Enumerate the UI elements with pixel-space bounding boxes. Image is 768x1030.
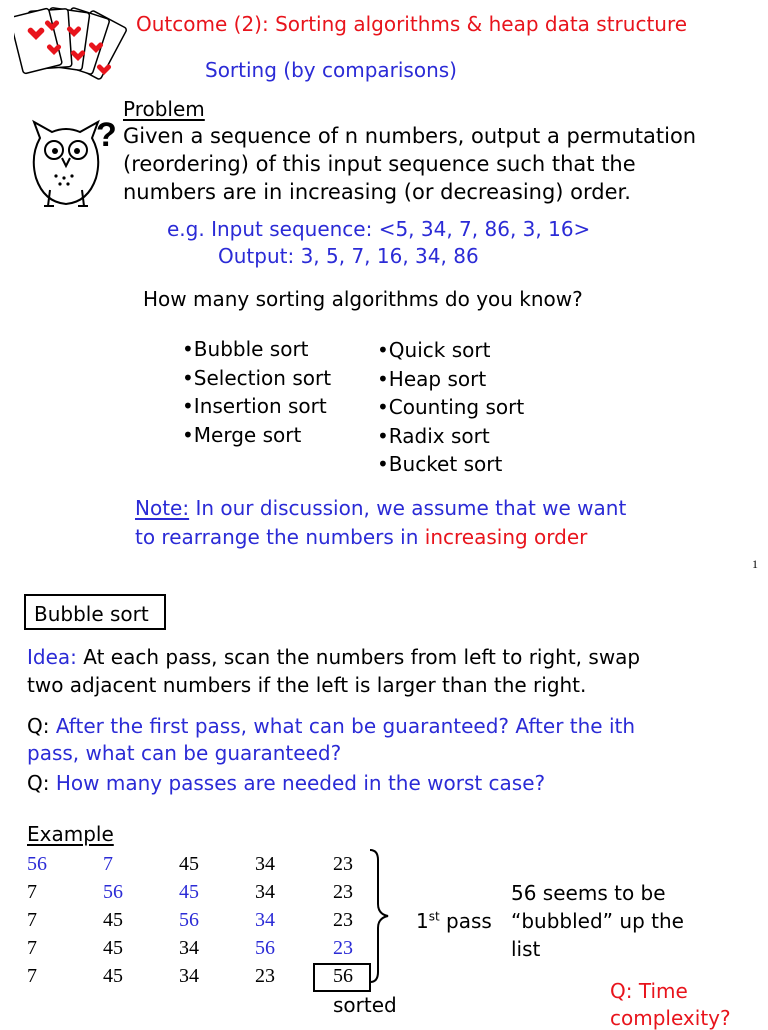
example-cell: 34 (255, 881, 275, 903)
example-cell: 7 (27, 937, 37, 959)
pass-word: pass (439, 909, 492, 933)
playing-cards-icon (14, 2, 132, 108)
idea-label: Idea: (27, 645, 77, 669)
example-cell: 23 (333, 909, 353, 931)
sorted-label: sorted (333, 993, 397, 1017)
idea-line-1 (27, 645, 640, 669)
bubbled-line-3: list (511, 937, 541, 961)
algorithm-item: • Merge sort (182, 421, 331, 450)
question-2 (27, 771, 545, 795)
example-cell: 45 (103, 909, 123, 931)
algorithm-list-right (377, 336, 524, 479)
example-cell: 23 (255, 965, 275, 987)
question-text: How many passes are needed in the worst case? (49, 771, 546, 795)
algorithm-item: • Quick sort (377, 336, 524, 365)
question-1-line-1 (27, 714, 635, 738)
example-cell: 23 (333, 853, 353, 875)
example-cell: 56 (333, 965, 353, 987)
example-cell: 45 (179, 881, 199, 903)
pass-superscript: st (428, 909, 440, 924)
example-input: e.g. Input sequence: <5, 34, 7, 86, 3, 16> (167, 217, 591, 241)
time-question-line-2: complexity? (610, 1006, 731, 1030)
first-pass-label (416, 909, 492, 933)
right-brace-icon (366, 848, 396, 984)
example-cell: 7 (103, 853, 113, 875)
example-cell: 56 (27, 853, 47, 875)
example-cell: 34 (255, 853, 275, 875)
time-question-line-1: Q: Time (610, 979, 688, 1003)
example-cell: 45 (103, 937, 123, 959)
bubbled-line-1: 56 seems to be (511, 881, 666, 905)
note-text: to rearrange the numbers in (135, 525, 425, 549)
example-cell: 56 (255, 937, 275, 959)
example-row (27, 853, 367, 881)
note-highlight: increasing order (424, 525, 588, 549)
idea-line-2: two adjacent numbers if the left is larger than the right. (27, 673, 587, 697)
note-text: In our discussion, we assume that we want (189, 496, 627, 520)
outcome-title: Outcome (2): Sorting algorithms & heap data structure (136, 12, 688, 36)
algorithm-item: • Heap sort (377, 365, 524, 394)
algorithm-item: • Bucket sort (377, 450, 524, 479)
example-cell: 7 (27, 881, 37, 903)
note-label: Note: (135, 496, 190, 520)
example-cell: 34 (179, 965, 199, 987)
problem-line-1: Given a sequence of n numbers, output a permutation (123, 124, 697, 148)
sorted-element-box (313, 963, 371, 992)
svg-text:?: ? (96, 116, 117, 154)
example-cell: 7 (27, 909, 37, 931)
problem-line-2: (reordering) of this input sequence such that the (123, 152, 636, 176)
algorithms-question: How many sorting algorithms do you know? (143, 287, 583, 311)
example-row (27, 937, 367, 965)
question-text: After the first pass, what can be guaranteed? After the ith (49, 714, 636, 738)
example-cell: 56 (179, 909, 199, 931)
algorithm-item: • Insertion sort (182, 392, 331, 421)
bubbled-line-2: “bubbled” up the (511, 909, 684, 933)
example-row (27, 909, 367, 937)
note-line-2 (135, 525, 587, 549)
example-cell: 45 (179, 853, 199, 875)
example-cell: 23 (333, 881, 353, 903)
example-cell: 34 (179, 937, 199, 959)
owl-icon (26, 116, 118, 212)
example-cell: 45 (103, 965, 123, 987)
algorithm-item: • Bubble sort (182, 335, 331, 364)
page-number: 1 (752, 557, 758, 571)
example-cell: 34 (255, 909, 275, 931)
algorithm-item: • Counting sort (377, 393, 524, 422)
idea-text: At each pass, scan the numbers from left to right, swap (76, 645, 641, 669)
example-output: Output: 3, 5, 7, 16, 34, 86 (218, 244, 479, 268)
question-1-line-2: pass, what can be guaranteed? (27, 741, 342, 765)
note-line-1 (135, 496, 626, 520)
algorithm-item: • Radix sort (377, 422, 524, 451)
pass-number: 1 (416, 909, 429, 933)
example-cell: 23 (333, 937, 353, 959)
q-label: Q: (27, 771, 50, 795)
algorithm-list-left (182, 335, 331, 449)
bubble-sort-title-box: Bubble sort (24, 594, 166, 630)
slide-subtitle: Sorting (by comparisons) (205, 58, 457, 82)
example-cell: 7 (27, 965, 37, 987)
algorithm-item: • Selection sort (182, 364, 331, 393)
problem-heading: Problem (123, 97, 205, 121)
example-row (27, 881, 367, 909)
example-cell: 56 (103, 881, 123, 903)
example-heading: Example (27, 822, 114, 846)
q-label: Q: (27, 714, 50, 738)
problem-line-3: numbers are in increasing (or decreasing) order. (123, 180, 631, 204)
